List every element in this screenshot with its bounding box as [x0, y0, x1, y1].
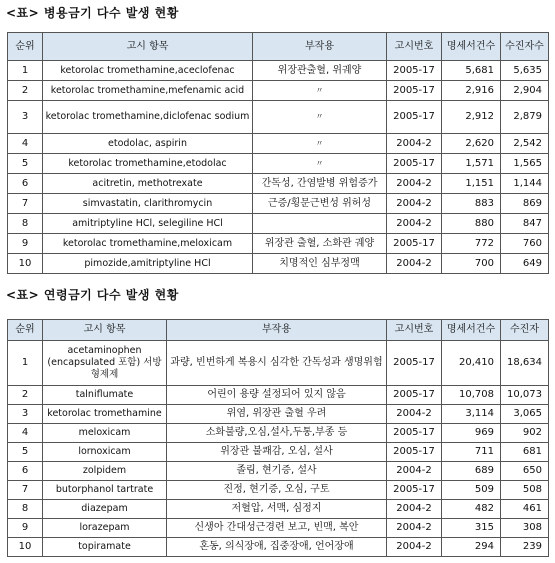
- claims-cell: 20,410: [442, 341, 501, 386]
- table-row: [8, 462, 549, 481]
- claims-cell: 294: [442, 538, 501, 557]
- notice-cell: 2005-17: [387, 341, 442, 386]
- patients-cell: 649: [501, 254, 549, 274]
- claims-cell: 969: [442, 424, 501, 443]
- patients-cell: 650: [501, 462, 549, 481]
- rank-cell: 8: [8, 500, 43, 519]
- claims-cell: 2,916: [442, 81, 501, 101]
- effect-cell: 간독성, 간염발병 위험증가: [253, 174, 387, 194]
- effect-cell: 어린이 용량 설정되어 있지 않음: [167, 386, 387, 405]
- notice-cell: 2004-2: [387, 500, 442, 519]
- table-row: [8, 341, 549, 386]
- effect-cell: 근증/횡문근변성 위허성: [253, 194, 387, 214]
- item-cell: amitriptyline HCl, selegiline HCl: [43, 214, 253, 234]
- rank-cell: 4: [8, 134, 43, 154]
- effect-cell: 〃: [253, 134, 387, 154]
- item-cell: topiramate: [43, 538, 167, 557]
- patients-cell: 18,634: [501, 341, 549, 386]
- header-effect: 부작용: [253, 33, 387, 61]
- header-rank: 순위: [8, 320, 43, 341]
- item-cell: etodolac, aspirin: [43, 134, 253, 154]
- notice-cell: 2004-2: [387, 174, 442, 194]
- patients-cell: 508: [501, 481, 549, 500]
- item-cell: diazepam: [43, 500, 167, 519]
- patients-cell: 1,144: [501, 174, 549, 194]
- claims-cell: 1,571: [442, 154, 501, 174]
- rank-cell: 5: [8, 443, 43, 462]
- notice-cell: 2005-17: [387, 61, 442, 81]
- effect-cell: 진정, 현기증, 오심, 구토: [167, 481, 387, 500]
- rank-cell: 9: [8, 234, 43, 254]
- notice-cell: 2004-2: [387, 214, 442, 234]
- item-cell: pimozide,amitriptyline HCl: [43, 254, 253, 274]
- item-cell: ketorolac tromethamine,mefenamic acid: [43, 81, 253, 101]
- table-row: [8, 214, 549, 234]
- item-cell: ketorolac tromethamine,etodolac: [43, 154, 253, 174]
- header-notice: 고시번호: [387, 320, 442, 341]
- rank-cell: 1: [8, 61, 43, 81]
- effect-cell: 위장관출혈, 위궤양: [253, 61, 387, 81]
- effect-cell: 소화불량,오심,설사,두통,부종 등: [167, 424, 387, 443]
- table-row: [8, 81, 549, 101]
- notice-cell: 2004-2: [387, 194, 442, 214]
- notice-cell: 2004-2: [387, 519, 442, 538]
- rank-cell: 6: [8, 462, 43, 481]
- patients-cell: 1,565: [501, 154, 549, 174]
- notice-cell: 2005-17: [387, 101, 442, 134]
- effect-cell: 신생아 간대성근경련 보고, 빈맥, 복안: [167, 519, 387, 538]
- effect-cell: 저혈압, 서맥, 심정지: [167, 500, 387, 519]
- rank-cell: 3: [8, 405, 43, 424]
- claims-cell: 883: [442, 194, 501, 214]
- patients-cell: 847: [501, 214, 549, 234]
- table-row: [8, 101, 549, 134]
- claims-cell: 711: [442, 443, 501, 462]
- item-cell: butorphanol tartrate: [43, 481, 167, 500]
- table-row: [8, 386, 549, 405]
- claims-cell: 3,114: [442, 405, 501, 424]
- notice-cell: 2005-17: [387, 234, 442, 254]
- claims-cell: 2,620: [442, 134, 501, 154]
- table-row: [8, 405, 549, 424]
- header-effect: 부작용: [167, 320, 387, 341]
- claims-cell: 772: [442, 234, 501, 254]
- patients-cell: 239: [501, 538, 549, 557]
- item-cell: lorazepam: [43, 519, 167, 538]
- claims-cell: 482: [442, 500, 501, 519]
- item-cell: talniflumate: [43, 386, 167, 405]
- patients-cell: 2,542: [501, 134, 549, 154]
- patients-cell: 461: [501, 500, 549, 519]
- patients-cell: 3,065: [501, 405, 549, 424]
- claims-cell: 509: [442, 481, 501, 500]
- table-row: [8, 519, 549, 538]
- rank-cell: 3: [8, 101, 43, 134]
- claims-cell: 880: [442, 214, 501, 234]
- claims-cell: 2,912: [442, 101, 501, 134]
- table-row: [8, 481, 549, 500]
- header-claims: 명세서건수: [442, 33, 501, 61]
- claims-cell: 315: [442, 519, 501, 538]
- effect-cell: 〃: [253, 101, 387, 134]
- rank-cell: 2: [8, 386, 43, 405]
- header-patients: 수진자수: [501, 33, 549, 61]
- notice-cell: 2004-2: [387, 254, 442, 274]
- table-row: [8, 424, 549, 443]
- effect-cell: 치명적인 심부정맥: [253, 254, 387, 274]
- rank-cell: 5: [8, 154, 43, 174]
- patients-cell: 2,879: [501, 101, 549, 134]
- patients-cell: 2,904: [501, 81, 549, 101]
- notice-cell: 2005-17: [387, 481, 442, 500]
- effect-cell: 〃: [253, 81, 387, 101]
- table-row: [8, 61, 549, 81]
- rank-cell: 8: [8, 214, 43, 234]
- item-cell: simvastatin, clarithromycin: [43, 194, 253, 214]
- notice-cell: 2005-17: [387, 443, 442, 462]
- patients-cell: 902: [501, 424, 549, 443]
- effect-cell: 위장관 불쾌감, 오심, 설사: [167, 443, 387, 462]
- rank-cell: 4: [8, 424, 43, 443]
- notice-cell: 2004-2: [387, 538, 442, 557]
- table-row: [8, 134, 549, 154]
- claims-cell: 10,708: [442, 386, 501, 405]
- claims-cell: 700: [442, 254, 501, 274]
- patients-cell: 760: [501, 234, 549, 254]
- item-cell: zolpidem: [43, 462, 167, 481]
- header-item: 고시 항목: [43, 33, 253, 61]
- effect-cell: 혼동, 의식장애, 집중장애, 언어장애: [167, 538, 387, 557]
- effect-cell: 위염, 위장관 출혈 우려: [167, 405, 387, 424]
- rank-cell: 10: [8, 254, 43, 274]
- table-row: [8, 538, 549, 557]
- item-cell: ketorolac tromethamine,diclofenac sodium: [43, 101, 253, 134]
- item-cell: meloxicam: [43, 424, 167, 443]
- header-notice: 고시번호: [387, 33, 442, 61]
- notice-cell: 2005-17: [387, 386, 442, 405]
- item-cell: acitretin, methotrexate: [43, 174, 253, 194]
- section-title: <표> 연령금기 다수 발생 현황: [6, 288, 179, 302]
- effect-cell: 졸림, 현기증, 설사: [167, 462, 387, 481]
- header-claims: 명세서건수: [442, 320, 501, 341]
- effect-cell: 〃: [253, 154, 387, 174]
- patients-cell: 308: [501, 519, 549, 538]
- header-rank: 순위: [8, 33, 43, 61]
- header-patients: 수진자: [501, 320, 549, 341]
- notice-cell: 2005-17: [387, 154, 442, 174]
- item-cell: ketorolac tromethamine: [43, 405, 167, 424]
- rank-cell: 10: [8, 538, 43, 557]
- patients-cell: 869: [501, 194, 549, 214]
- claims-cell: 689: [442, 462, 501, 481]
- notice-cell: 2004-2: [387, 134, 442, 154]
- section-title: <표> 병용금기 다수 발생 현황: [6, 6, 179, 20]
- item-cell: acetaminophen (encapsulated 포함) 서방형제제: [43, 341, 167, 386]
- table-row: [8, 500, 549, 519]
- item-cell: lornoxicam: [43, 443, 167, 462]
- contraindication-age-table: [7, 319, 549, 557]
- notice-cell: 2005-17: [387, 81, 442, 101]
- notice-cell: 2004-2: [387, 462, 442, 481]
- table-row: [8, 174, 549, 194]
- item-cell: ketorolac tromethamine,meloxicam: [43, 234, 253, 254]
- contraindication-combination-table: [7, 32, 549, 274]
- patients-cell: 681: [501, 443, 549, 462]
- effect-cell: 과량, 빈번하게 복용시 심각한 간독성과 생명위험: [167, 341, 387, 386]
- patients-cell: 10,073: [501, 386, 549, 405]
- table-row: [8, 154, 549, 174]
- table-row: [8, 194, 549, 214]
- claims-cell: 5,681: [442, 61, 501, 81]
- header-item: 고시 항목: [43, 320, 167, 341]
- item-cell: ketorolac tromethamine,aceclofenac: [43, 61, 253, 81]
- rank-cell: 9: [8, 519, 43, 538]
- notice-cell: 2005-17: [387, 424, 442, 443]
- table-row: [8, 443, 549, 462]
- effect-cell: 위장관 출혈, 소화관 궤양: [253, 234, 387, 254]
- rank-cell: 7: [8, 481, 43, 500]
- rank-cell: 7: [8, 194, 43, 214]
- rank-cell: 6: [8, 174, 43, 194]
- rank-cell: 2: [8, 81, 43, 101]
- effect-cell: [253, 214, 387, 234]
- notice-cell: 2004-2: [387, 405, 442, 424]
- table-row: [8, 254, 549, 274]
- patients-cell: 5,635: [501, 61, 549, 81]
- table-row: [8, 234, 549, 254]
- claims-cell: 1,151: [442, 174, 501, 194]
- rank-cell: 1: [8, 341, 43, 386]
